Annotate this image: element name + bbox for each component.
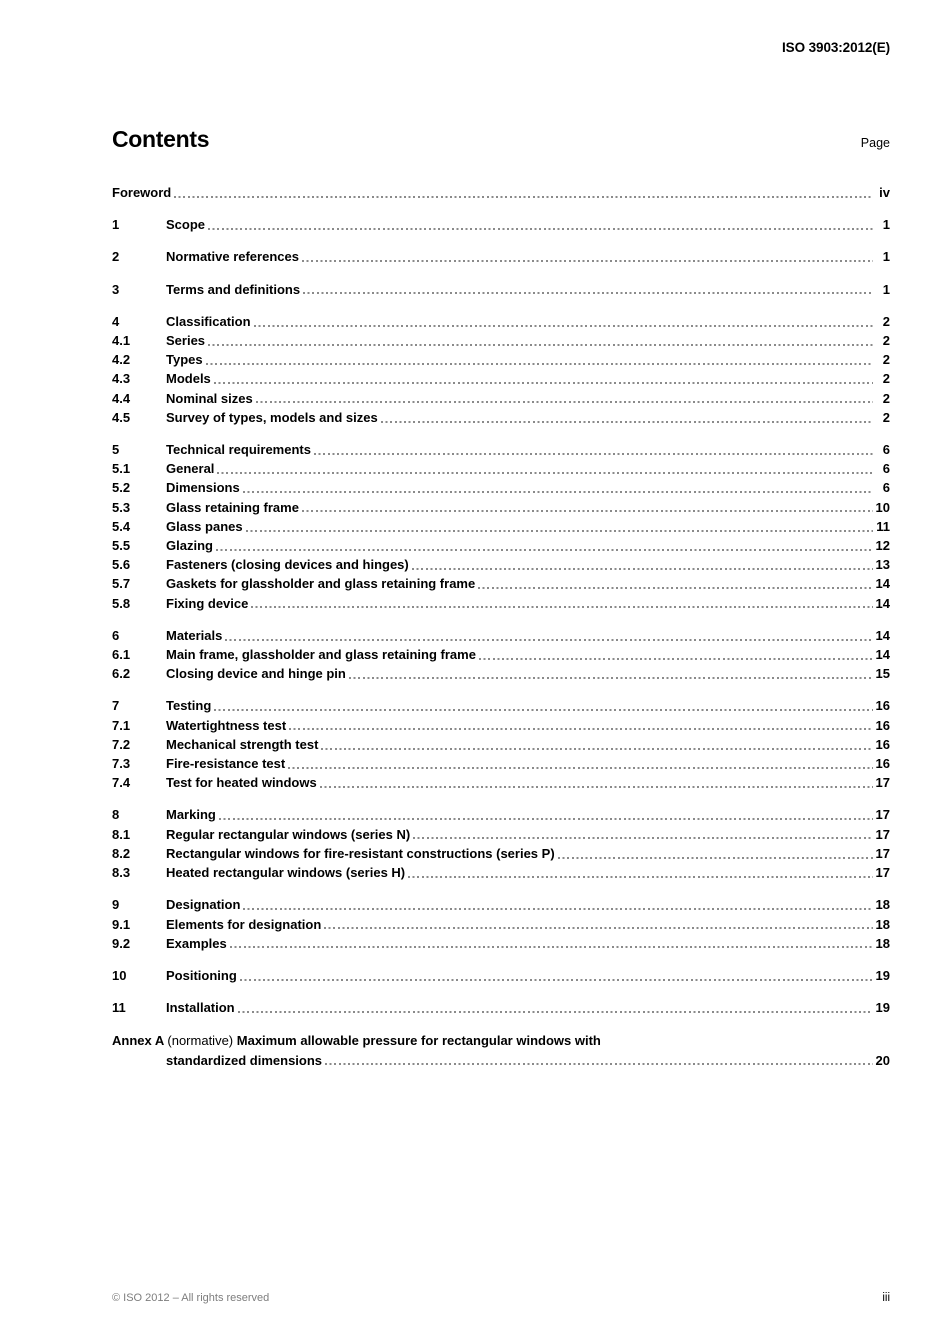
toc-entry-page: 2 xyxy=(882,352,890,368)
footer-page-number: iii xyxy=(882,1292,890,1304)
toc-dot-leader xyxy=(408,863,872,882)
annex-normative-tag: (normative) xyxy=(167,1033,234,1049)
toc-entry-page: 2 xyxy=(882,333,890,349)
toc-entry-page: 1 xyxy=(882,281,890,297)
toc-entry[interactable] xyxy=(112,312,890,331)
toc-dot-leader xyxy=(219,806,873,825)
toc-entry-label: Glass panes xyxy=(166,518,243,534)
toc-dot-leader xyxy=(246,517,873,536)
contents-heading-row xyxy=(112,128,890,151)
toc-entry-label: Foreword xyxy=(112,185,172,200)
toc-entry-label: Closing device and hinge pin xyxy=(166,666,346,682)
toc-entry[interactable] xyxy=(112,664,890,683)
toc-entry-page: 17 xyxy=(875,775,890,791)
toc-entry-number: 5.1 xyxy=(112,461,131,477)
toc-entry-number: 8.2 xyxy=(112,845,131,861)
copyright-notice: © ISO 2012 – All rights reserved xyxy=(112,1292,270,1304)
toc-entry[interactable] xyxy=(112,966,890,985)
toc-entry-number: 8.1 xyxy=(112,826,131,842)
toc-entry-label: Test for heated windows xyxy=(166,775,317,791)
toc-entry-number: 1 xyxy=(112,217,120,233)
toc-dot-leader xyxy=(288,754,872,773)
toc-entry-page: 6 xyxy=(882,480,890,496)
toc-entry-label: Main frame, glassholder and glass retaining frame xyxy=(166,647,476,663)
toc-dot-leader xyxy=(381,408,873,427)
toc-entry[interactable] xyxy=(112,574,890,593)
toc-entry[interactable] xyxy=(112,440,890,459)
toc-entry-page: 6 xyxy=(882,442,890,458)
toc-entry-label: Installation xyxy=(166,1000,235,1016)
toc-entry-number: 6.1 xyxy=(112,647,131,663)
toc-entry[interactable] xyxy=(112,645,890,664)
toc-entry-page: 2 xyxy=(882,409,890,425)
toc-entry[interactable] xyxy=(112,331,890,350)
toc-entry-label: Designation xyxy=(166,897,241,913)
toc-dot-leader xyxy=(243,895,872,914)
toc-entry-page: 2 xyxy=(882,390,890,406)
toc-entry-number: 7 xyxy=(112,698,120,714)
toc-dot-leader xyxy=(302,498,873,517)
toc-entry-label: Scope xyxy=(166,217,206,233)
toc-entry-label: Mechanical strength test xyxy=(166,736,319,752)
toc-entry-label: Types xyxy=(166,352,203,368)
toc-dot-leader xyxy=(324,915,872,934)
toc-entry[interactable] xyxy=(112,369,890,388)
toc-entry[interactable] xyxy=(112,626,890,645)
toc-entry-number: 4 xyxy=(112,313,120,329)
toc-entry-page: 18 xyxy=(875,935,890,951)
toc-dot-leader xyxy=(243,478,873,497)
toc-dot-leader xyxy=(320,773,873,792)
page-title: Contents xyxy=(112,126,210,152)
toc-entry-label: Dimensions xyxy=(166,480,240,496)
toc-entry-page: 1 xyxy=(882,249,890,265)
toc-entry-number: 6 xyxy=(112,627,120,643)
toc-entry-page: 15 xyxy=(875,666,890,682)
toc-entry-page: 16 xyxy=(875,736,890,752)
toc-entry-label: Materials xyxy=(166,627,223,643)
toc-entry-number: 7.3 xyxy=(112,756,131,772)
toc-entry[interactable] xyxy=(112,863,890,882)
toc-dot-leader xyxy=(325,1051,872,1070)
toc-entry-label: General xyxy=(166,461,215,477)
toc-entry[interactable] xyxy=(112,754,890,773)
toc-entry-number: 11 xyxy=(112,1000,126,1016)
toc-entry-page: 6 xyxy=(882,461,890,477)
toc-entry[interactable] xyxy=(112,735,890,754)
toc-entry-number: 5.3 xyxy=(112,499,131,515)
toc-dot-leader xyxy=(225,626,872,645)
toc-entry-number: 6.2 xyxy=(112,666,131,682)
toc-entry-page: 16 xyxy=(875,717,890,733)
toc-entry[interactable] xyxy=(112,895,890,914)
annex-name: Annex A xyxy=(112,1033,164,1049)
toc-entry-page: 19 xyxy=(875,967,890,983)
toc-dot-leader xyxy=(206,350,873,369)
toc-entry-page: 17 xyxy=(875,807,890,823)
toc-entry-number: 4.2 xyxy=(112,352,131,368)
toc-dot-leader xyxy=(479,645,873,664)
toc-entry-label: Classification xyxy=(166,313,251,329)
toc-dot-leader xyxy=(208,331,873,350)
toc-entry-page: 14 xyxy=(875,595,890,611)
toc-entry-label: Glazing xyxy=(166,538,213,554)
annex-title-line-1: Maximum allowable pressure for rectangular windows with xyxy=(236,1033,601,1049)
toc-entry[interactable] xyxy=(112,247,890,266)
toc-entry-number: 8 xyxy=(112,807,120,823)
toc-entry-number: 3 xyxy=(112,281,120,297)
toc-dot-leader xyxy=(302,247,873,266)
toc-dot-leader xyxy=(289,716,872,735)
toc-dot-leader xyxy=(208,215,873,234)
toc-entry-number: 4.5 xyxy=(112,409,131,425)
toc-entry-number: 5.6 xyxy=(112,557,131,573)
toc-entry-label: Rectangular windows for fire-resistant constructions (series P) xyxy=(166,845,555,861)
toc-entry-number: 8.3 xyxy=(112,865,131,881)
toc-entry-page: 17 xyxy=(875,826,890,842)
toc-dot-leader xyxy=(413,825,872,844)
toc-entry-number: 7.1 xyxy=(112,717,131,733)
toc-entry-number: 9.2 xyxy=(112,935,131,951)
toc-entry-label: Models xyxy=(166,371,211,387)
toc-entry-page: 18 xyxy=(875,897,890,913)
toc-dot-leader xyxy=(238,998,873,1017)
toc-entry[interactable] xyxy=(112,389,890,408)
page-column-header: Page xyxy=(860,136,890,150)
toc-entry-label: Fire-resistance test xyxy=(166,756,286,772)
toc-entry[interactable] xyxy=(112,915,890,934)
toc-dot-leader xyxy=(349,664,873,683)
toc-entry[interactable] xyxy=(112,280,890,299)
toc-entry-label: Testing xyxy=(166,698,212,714)
toc-dot-leader xyxy=(174,183,873,202)
toc-entry[interactable] xyxy=(112,498,890,517)
toc-entry-number: 5.7 xyxy=(112,576,131,592)
toc-dot-leader xyxy=(303,280,873,299)
toc-entry-page: 17 xyxy=(875,865,890,881)
toc-entry-number: 5.4 xyxy=(112,518,131,534)
annex-page: 20 xyxy=(875,1052,890,1068)
toc-entry-label: Survey of types, models and sizes xyxy=(166,409,378,425)
document-header xyxy=(112,40,890,55)
toc-entry[interactable] xyxy=(112,215,890,234)
toc-entry-page: 1 xyxy=(882,217,890,233)
toc-entry-number: 9.1 xyxy=(112,916,131,932)
toc-entry-number: 4.4 xyxy=(112,390,131,406)
toc-entry[interactable] xyxy=(112,934,890,953)
toc-entry-number: 4.3 xyxy=(112,371,131,387)
toc-entry-page: 11 xyxy=(876,518,890,534)
toc-entry-number: 5.2 xyxy=(112,480,131,496)
toc-entry-number: 7.2 xyxy=(112,736,131,752)
toc-entry-label: Gaskets for glassholder and glass retaining frame xyxy=(166,576,476,592)
toc-dot-leader xyxy=(314,440,873,459)
toc-dot-leader xyxy=(251,594,872,613)
toc-entry-label: Fasteners (closing devices and hinges) xyxy=(166,557,409,573)
toc-dot-leader xyxy=(321,735,872,754)
toc-entry[interactable] xyxy=(112,696,890,715)
toc-entry-label: Elements for designation xyxy=(166,916,322,932)
toc-dot-leader xyxy=(216,536,873,555)
document-id: ISO 3903:2012(E) xyxy=(782,40,890,55)
toc-dot-leader xyxy=(217,459,873,478)
toc-entry-page: 17 xyxy=(875,845,890,861)
toc-entry[interactable] xyxy=(112,408,890,427)
toc-dot-leader xyxy=(558,844,873,863)
toc-entry-page: 14 xyxy=(875,647,890,663)
toc-entry-label: Technical requirements xyxy=(166,442,311,458)
annex-title-line-2: standardized dimensions xyxy=(166,1052,323,1068)
toc-entry-number: 5 xyxy=(112,442,120,458)
toc-entry[interactable] xyxy=(112,350,890,369)
toc-dot-leader xyxy=(412,555,873,574)
toc-entry-page: 19 xyxy=(875,1000,890,1016)
toc-entry-label: Normative references xyxy=(166,249,299,265)
toc-dot-leader xyxy=(256,389,873,408)
toc-dot-leader xyxy=(214,696,872,715)
toc-entry[interactable] xyxy=(112,716,890,735)
toc-entry[interactable] xyxy=(112,536,890,555)
toc-entry-label: Nominal sizes xyxy=(166,390,253,406)
toc-entry-label: Marking xyxy=(166,807,216,823)
toc-entry-label: Regular rectangular windows (series N) xyxy=(166,826,411,842)
toc-entry-number: 10 xyxy=(112,967,127,983)
toc-entry[interactable] xyxy=(112,998,890,1017)
toc-dot-leader xyxy=(254,312,873,331)
toc-entry-page: 16 xyxy=(875,756,890,772)
toc-entry-label: Series xyxy=(166,333,206,349)
toc-dot-leader xyxy=(230,934,873,953)
toc-entry-label: Heated rectangular windows (series H) xyxy=(166,865,406,881)
toc-entry-page: 16 xyxy=(875,698,890,714)
toc-entry-page: 10 xyxy=(875,499,890,515)
toc-entry-label: Fixing device xyxy=(166,595,249,611)
toc-dot-leader xyxy=(214,369,873,388)
toc-entry-page: 2 xyxy=(882,371,890,387)
toc-entry[interactable] xyxy=(112,773,890,792)
toc-entry-number: 5.8 xyxy=(112,595,131,611)
toc-entry[interactable] xyxy=(112,594,890,613)
toc-entry-label: Positioning xyxy=(166,967,237,983)
toc-entry[interactable] xyxy=(112,825,890,844)
toc-entry-page: 13 xyxy=(875,557,890,573)
toc-entry-number: 4.1 xyxy=(112,333,131,349)
toc-entry-label: Watertightness test xyxy=(166,717,287,733)
toc-entry[interactable] xyxy=(112,555,890,574)
toc-entry[interactable] xyxy=(112,844,890,863)
toc-entry-page: 14 xyxy=(875,627,890,643)
toc-entry-label: Glass retaining frame xyxy=(166,499,299,515)
toc-entry-page: 14 xyxy=(875,576,890,592)
toc-entry-page: 2 xyxy=(882,313,890,329)
toc-entry-page: 12 xyxy=(875,538,890,554)
toc-entry-label: Examples xyxy=(166,935,227,951)
toc-entry[interactable] xyxy=(112,517,890,536)
toc-entry-number: 5.5 xyxy=(112,538,131,554)
toc-dot-leader xyxy=(240,966,873,985)
toc-entry-page: iv xyxy=(879,185,890,200)
toc-entry-annex-a[interactable] xyxy=(112,1031,890,1069)
toc-entry[interactable] xyxy=(112,478,890,497)
toc-dot-leader xyxy=(478,574,872,593)
toc-entry-number: 7.4 xyxy=(112,775,131,791)
toc-entry-label: Terms and definitions xyxy=(166,281,301,297)
toc-entry[interactable] xyxy=(112,183,890,202)
table-of-contents xyxy=(112,183,890,1070)
toc-entry-number: 9 xyxy=(112,897,120,913)
document-footer xyxy=(112,1292,890,1304)
toc-entry-number: 2 xyxy=(112,249,120,265)
toc-entry[interactable] xyxy=(112,459,890,478)
toc-entry-page: 18 xyxy=(875,916,890,932)
toc-entry[interactable] xyxy=(112,805,890,824)
